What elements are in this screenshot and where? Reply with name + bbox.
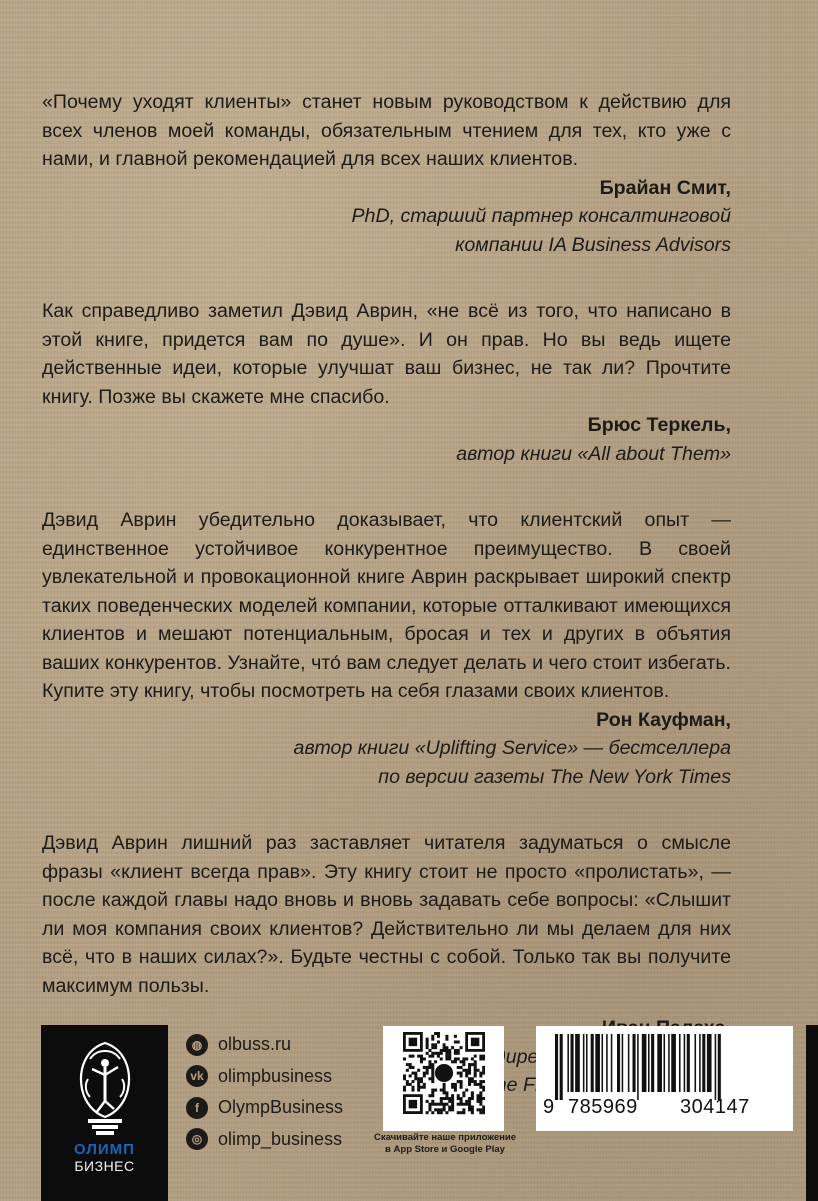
testimonial [42, 506, 731, 791]
testimonial-role: PhD, старший партнер консалтинговой [351, 205, 731, 227]
globe-icon: ◍ [186, 1034, 208, 1056]
testimonial [42, 88, 731, 259]
social-link-facebook[interactable] [186, 1092, 343, 1123]
barcode-digits-left: 785969 [568, 1096, 638, 1118]
testimonial-attribution [42, 174, 731, 260]
app-qr-code[interactable] [383, 1026, 504, 1131]
publisher-logo [41, 1025, 168, 1201]
facebook-icon: f [186, 1097, 208, 1119]
testimonial-attribution [42, 706, 731, 792]
social-link-label: olbuss.ru [218, 1034, 292, 1054]
edge-strip [806, 1025, 818, 1201]
social-link-label: olimp_business [218, 1128, 343, 1149]
testimonial-attribution [42, 411, 731, 468]
social-link-instagram[interactable] [186, 1124, 343, 1155]
app-caption-line: в App Store и Google Play [385, 1144, 505, 1155]
social-link-website[interactable] [186, 1029, 343, 1060]
publisher-subname: БИЗНЕС [74, 1158, 135, 1174]
social-link-label: olimpbusiness [218, 1065, 333, 1086]
app-download-caption [362, 1132, 528, 1156]
testimonial-text: Дэвид Аврин лишний раз заставляет читателя задуматься о смысле фразы «клиент всегда прав». Эту книгу стоит не просто «пролистать», — после каждой главы надо вновь и вновь задавать себе вопросы: «Слышит ли моя компания своих клиентов? Действительно ли мы делаем для них всё, что в наших силах?». Будьте честны с собой. Только так вы получите максимум пользы. [42, 832, 731, 997]
qr-code-icon [403, 1032, 485, 1124]
spacer [42, 1000, 731, 1014]
testimonial-author: Брайан Смит, [599, 176, 731, 199]
instagram-icon: ◎ [186, 1128, 208, 1150]
vk-icon: vk [186, 1065, 208, 1087]
barcode-icon [555, 1034, 775, 1100]
testimonial-text: Как справедливо заметил Дэвид Аврин, «не всё из того, что написано в этой книге, придется вам по душе». И он прав. Но вы ведь ищете действенные идеи, которые улучшат ваш бизнес, не так ли? Прочтите книгу. Позже вы скажете мне спасибо. [42, 300, 731, 408]
social-link-vk[interactable] [186, 1061, 343, 1092]
testimonial-text: Дэвид Аврин убедительно доказывает, что клиентский опыт — единственное устойчивое конкурентное преимущество. В своей увлекательной и провокационной книге Аврин раскрывает широкий спектр таких поведенческих моделей компании, которые отталкивают имеющихся клиентов и мешают потенциальным, бросая и тех и других в объятия ваших конкурентов. Узнайте, что́ вам следует делать и чего стоит избегать. Купите эту книгу, чтобы посмотреть на себя глазами своих клиентов. [42, 509, 731, 702]
testimonials [42, 88, 731, 1138]
testimonial [42, 297, 731, 468]
testimonial-role: автор книги «All about Them» [456, 442, 731, 465]
barcode-digit-first: 9 [543, 1096, 555, 1118]
testimonial-role: компании IA Business Advisors [455, 233, 731, 256]
testimonial-role: по версии газеты The New York Times [378, 765, 731, 788]
testimonial-author: Брюс Теркель, [587, 414, 731, 436]
mercury-emblem-icon [68, 1039, 142, 1139]
social-links [186, 1029, 343, 1155]
testimonial-author: Рон Кауфман, [596, 708, 731, 731]
testimonial-text: «Почему уходят клиенты» станет новым руководством к действию для всех членов моей команды, обязательным чтением для тех, кто уже с нами, и главной рекомендацией для всех наших клиентов. [42, 91, 731, 170]
publisher-name: ОЛИМП [74, 1141, 135, 1158]
barcode-digits-right: 304147 [680, 1096, 750, 1118]
app-caption-line: Скачивайте наше приложение [373, 1132, 517, 1143]
isbn-barcode [536, 1026, 793, 1131]
social-link-label: OlympBusiness [218, 1097, 344, 1117]
testimonial-role: автор книги «Uplifting Service» — бестселлера [293, 737, 731, 759]
